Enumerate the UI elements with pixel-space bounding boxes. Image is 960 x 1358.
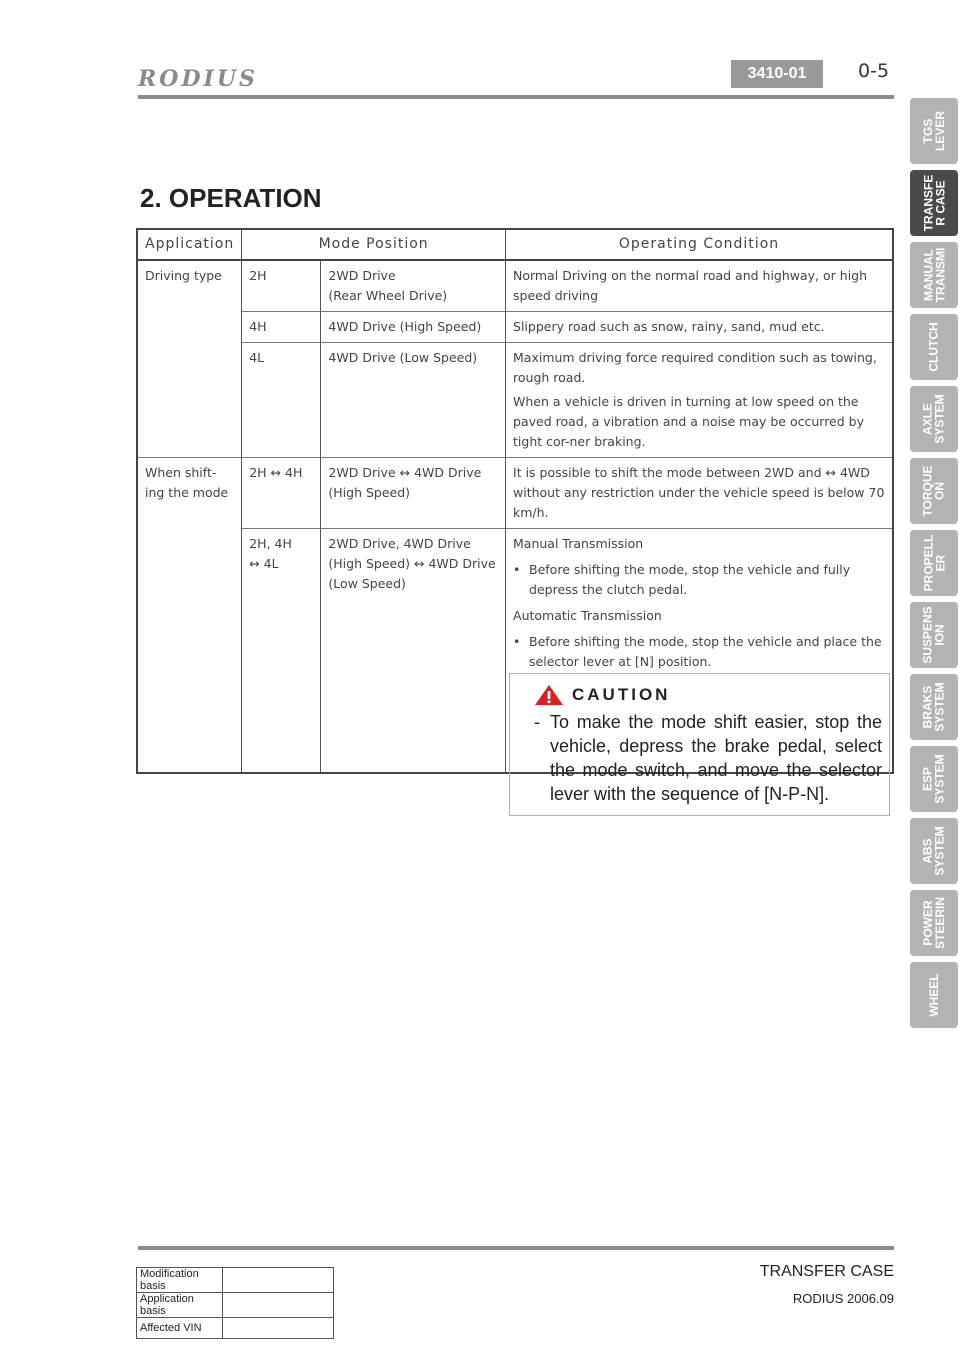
table-header-row <box>137 229 893 260</box>
driving-type-cell: Driving type <box>145 268 222 283</box>
tab-label: POWER STEERIN <box>921 896 948 950</box>
tab-label: BRAKS SYSTEM <box>921 682 947 732</box>
mod-label: Modification basis <box>137 1268 223 1293</box>
footer-title: TRANSFER CASE <box>759 1263 894 1280</box>
condition-note: When a vehicle is driven in turning at low speed on the paved road, a vibration and a noise may be occurred by tight cor-ner braking. <box>513 394 864 449</box>
table-row <box>137 312 893 343</box>
mode-cell: 2H <box>242 260 321 312</box>
tab-abs-system[interactable] <box>910 818 958 884</box>
tab-label: ABS SYSTEM <box>921 826 947 876</box>
tab-braks-system[interactable] <box>910 674 958 740</box>
tab-propeller[interactable] <box>910 530 958 596</box>
section-code-badge: 3410-01 <box>731 60 823 88</box>
condition-cell: Slippery road such as snow, rainy, sand, mud etc. <box>506 312 893 343</box>
mod-value <box>223 1268 334 1293</box>
desc-cell: 4WD Drive (High Speed) <box>321 312 506 343</box>
mod-label: Affected VIN <box>137 1318 223 1339</box>
automatic-transmission-bullet: • Before shifting the mode, stop the vehicle and place the selector lever at [N] position. <box>513 632 885 672</box>
tab-label: WHEEL <box>927 973 941 1017</box>
mode-cell: 4H <box>242 312 321 343</box>
caution-dash: - <box>534 712 540 732</box>
mode-cell: 2H ↔ 4H <box>242 458 321 529</box>
caution-header <box>534 684 670 706</box>
condition-cell: Normal Driving on the normal road and highway, or high speed driving <box>506 260 893 312</box>
modification-table <box>136 1267 334 1339</box>
mod-value <box>223 1293 334 1318</box>
tab-label: SUSPENS ION <box>921 606 948 664</box>
page-number: 0-5 <box>858 60 890 82</box>
condition-text: Maximum driving force required condition such as towing, rough road. <box>513 350 877 385</box>
condition-cell: It is possible to shift the mode between 2WD and ↔ 4WD without any restriction under the vehicle speed is below 70 km/h. <box>506 458 893 529</box>
condition-cell <box>506 343 893 458</box>
mod-value <box>223 1318 334 1339</box>
table-row <box>137 1318 334 1339</box>
tab-label: TORQUE ON <box>921 465 947 517</box>
tab-label: TGS LEVER <box>921 111 947 152</box>
manual-transmission-bullet: • Before shifting the mode, stop the vehicle and fully depress the clutch pedal. <box>513 560 885 600</box>
mode-cell: 2H, 4H ↔ 4L <box>242 529 321 773</box>
section-title: 2. OPERATION <box>140 183 322 213</box>
footer-subtitle: RODIUS 2006.09 <box>792 1291 894 1306</box>
desc-cell: 2WD Drive ↔ 4WD Drive (High Speed) <box>321 458 506 529</box>
desc-cell: 2WD Drive (Rear Wheel Drive) <box>321 260 506 312</box>
table-row <box>137 343 893 458</box>
footer-divider <box>138 1246 894 1250</box>
table-row <box>137 1268 334 1293</box>
table-row <box>137 458 893 529</box>
tab-transfer-case[interactable] <box>910 170 958 236</box>
tab-clutch[interactable] <box>910 314 958 380</box>
tab-power-steering[interactable] <box>910 890 958 956</box>
tab-axle-system[interactable] <box>910 386 958 452</box>
caution-body <box>534 710 882 806</box>
caution-text: To make the mode shift easier, stop the vehicle, depress the brake pedal, select the mode switch, and move the selector lever with the sequence of [N-P-N]. <box>550 712 882 804</box>
automatic-transmission-title: Automatic Transmission <box>513 608 662 623</box>
header-divider <box>138 95 894 99</box>
tab-label: MANUAL TRANSMI <box>921 247 948 303</box>
tab-tgs-lever[interactable] <box>910 98 958 164</box>
warning-triangle-icon <box>534 684 564 706</box>
mod-label: Application basis <box>137 1293 223 1318</box>
tab-label: ESP SYSTEM <box>921 754 947 804</box>
tab-esp-system[interactable] <box>910 746 958 812</box>
desc-cell: 4WD Drive (Low Speed) <box>321 343 506 458</box>
tab-manual-transmission[interactable] <box>910 242 958 308</box>
tab-torque-on[interactable] <box>910 458 958 524</box>
brand-logo: RODIUS <box>138 66 258 92</box>
manual-transmission-title: Manual Transmission <box>513 536 644 551</box>
caution-title: CAUTION <box>572 685 671 704</box>
tab-wheel[interactable] <box>910 962 958 1028</box>
desc-cell: 2WD Drive, 4WD Drive (High Speed) ↔ 4WD Drive (Low Speed) <box>321 529 506 773</box>
header-operating-condition: Operating Condition <box>506 229 893 260</box>
header-application: Application <box>137 229 242 260</box>
tab-label: PROPELL ER <box>921 534 948 592</box>
shifting-mode-cell: When shift-ing the mode <box>137 458 242 773</box>
table-row <box>137 260 893 312</box>
tab-label: AXLE SYSTEM <box>921 394 947 444</box>
mode-cell: 4L <box>242 343 321 458</box>
tab-label: TRANSFE R CASE <box>921 174 948 232</box>
header-mode-position: Mode Position <box>242 229 506 260</box>
table-row <box>137 1293 334 1318</box>
tab-suspension[interactable] <box>910 602 958 668</box>
caution-box <box>509 673 890 816</box>
tab-label: CLUTCH <box>927 322 942 372</box>
